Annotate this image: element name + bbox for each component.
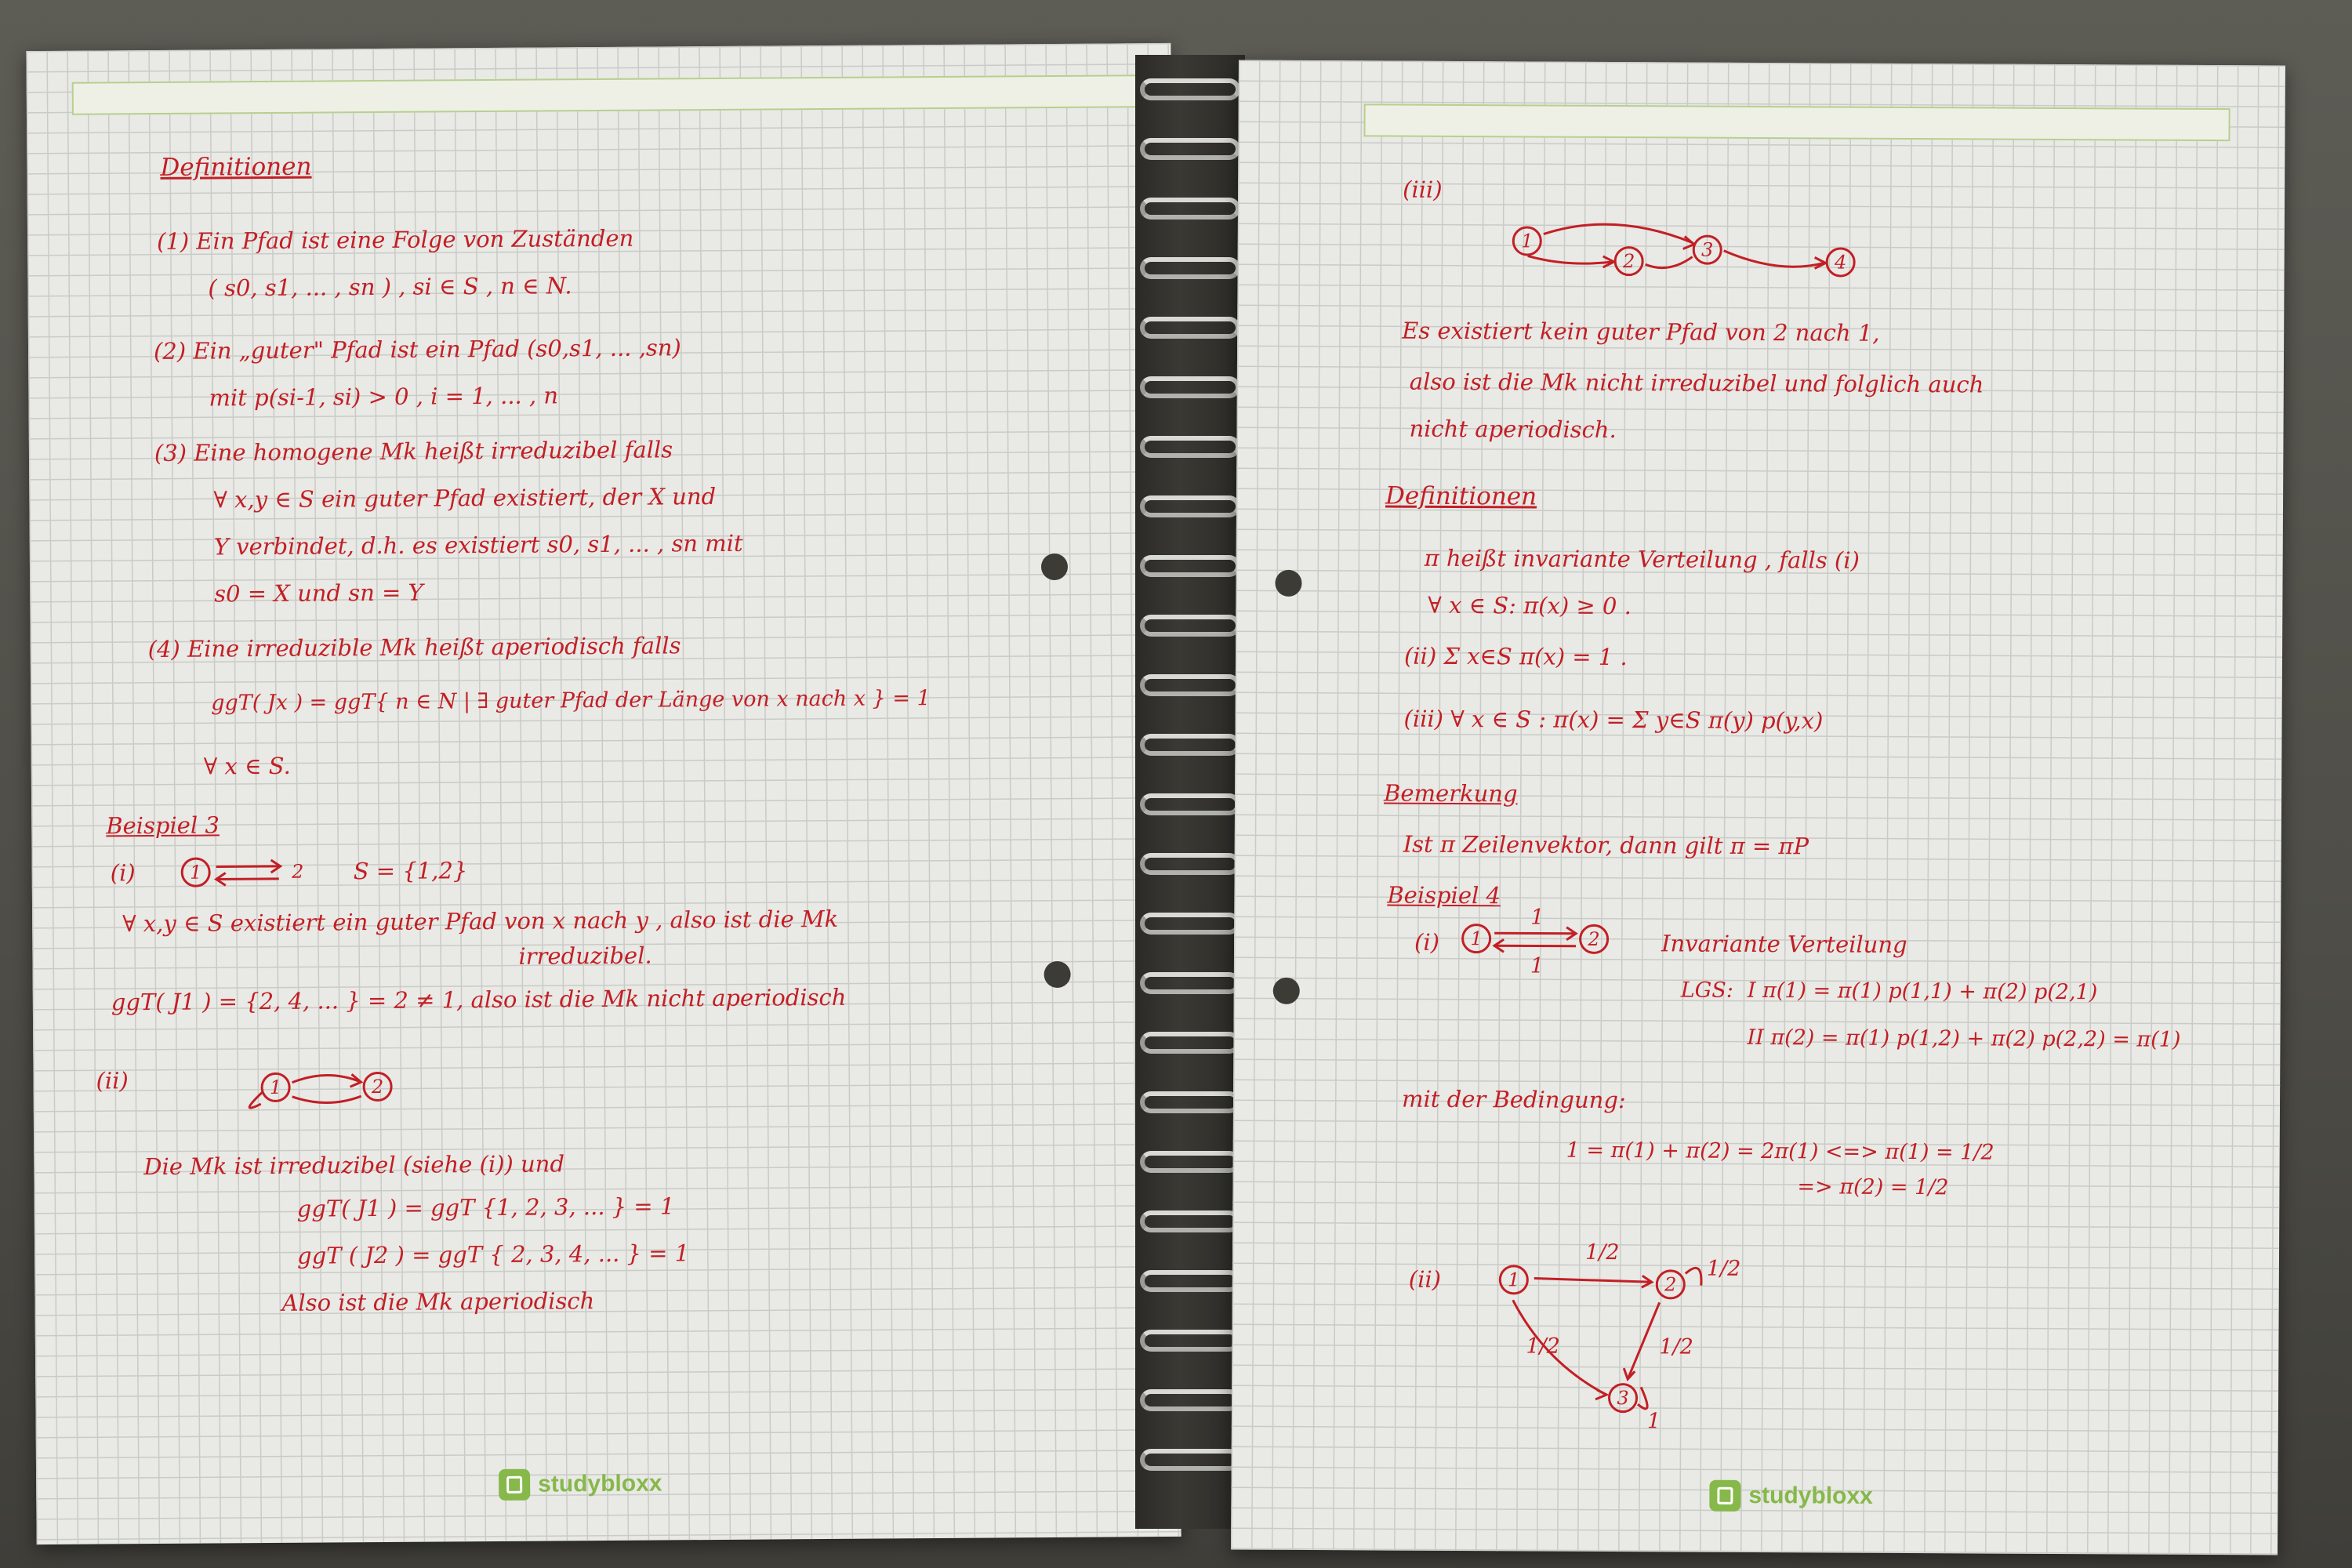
lgs-equation-2: II π(2) = π(1) p(1,2) + π(2) p(2,2) = π(1) <box>1747 1025 2181 1052</box>
graph-node: 2 <box>1579 924 1609 954</box>
graph-node: 1 <box>1499 1265 1529 1294</box>
prob-half: 1/2 <box>1584 1240 1620 1265</box>
def3-line3: Y verbindet, d.h. es existiert s0, s1, ... , sn mit <box>213 529 743 561</box>
example3-i-text2: irreduzibel. <box>518 942 652 970</box>
example3-ii-text4: Also ist die Mk aperiodisch <box>281 1287 595 1316</box>
brand-logo <box>499 1468 662 1501</box>
iii-text2: also ist die Mk nicht irreduzibel und folglich auch <box>1409 368 1984 398</box>
spiral-ring <box>1140 317 1240 339</box>
heading-definitions: Definitionen <box>160 152 312 182</box>
prob-half: 1/2 <box>1659 1334 1693 1359</box>
example3-ii-arrows <box>26 43 1181 1544</box>
spiral-ring <box>1140 1270 1240 1292</box>
def4-line3: ∀ x ∈ S. <box>203 752 291 780</box>
example3-ii-text1: Die Mk ist irreduzibel (siehe (i)) und <box>143 1150 565 1181</box>
graph-node: 3 <box>1608 1383 1638 1413</box>
spiral-ring <box>1140 555 1240 577</box>
def-invariant-line4: (iii) ∀ x ∈ S : π(x) = Σ y∈S π(y) p(y,x) <box>1403 705 1824 735</box>
edge-prob-label: 1 <box>1530 905 1544 930</box>
remark-heading: Bemerkung <box>1384 779 1518 808</box>
def-invariant-line1: π heißt invariante Verteilung , falls (i) <box>1424 544 1860 574</box>
spiral-ring <box>1140 78 1240 100</box>
graph-node: 4 <box>1826 247 1856 277</box>
spiral-ring <box>1140 734 1240 756</box>
spiral-ring <box>1140 1330 1240 1352</box>
example3-i-label: (i) <box>110 859 136 887</box>
spiral-ring <box>1140 913 1240 935</box>
brand-text: studybloxx <box>538 1470 662 1497</box>
loop-prob: 1 <box>1646 1409 1661 1434</box>
example3-ii-text3: ggT ( J2 ) = ggT { 2, 3, 4, ... } = 1 <box>296 1240 690 1269</box>
def3-line2: ∀ x,y ∈ S ein guter Pfad existiert, der X und <box>213 482 717 514</box>
spiral-ring <box>1140 793 1240 815</box>
spiral-ring <box>1140 1449 1240 1471</box>
example4-ii-label: (ii) <box>1408 1265 1442 1293</box>
lgs-label: LGS: <box>1680 978 1733 1003</box>
spiral-ring <box>1140 1210 1240 1232</box>
example4-heading: Beispiel 4 <box>1387 881 1501 909</box>
def3-line4: s0 = X und sn = Y <box>214 579 423 608</box>
condition-line2: => π(2) = 1/2 <box>1797 1174 1949 1200</box>
spiral-ring <box>1140 674 1240 696</box>
graph-node: 1 <box>1512 226 1542 256</box>
def4-line2: ggT( Jx ) = ggT{ n ∈ N | ∃ guter Pfad der Länge von x nach x } = 1 <box>211 686 931 716</box>
spiral-ring <box>1140 1389 1240 1411</box>
def3-line1: (3) Eine homogene Mk heißt irreduzibel falls <box>154 436 673 466</box>
example3-heading: Beispiel 3 <box>106 811 220 840</box>
lgs-equation-1: I π(1) = π(1) p(1,1) + π(2) p(2,1) <box>1747 978 2098 1005</box>
example3-ii-label: (ii) <box>96 1067 129 1094</box>
invariant-distribution-title: Invariante Verteilung <box>1661 930 1907 958</box>
right-page <box>1231 60 2285 1555</box>
def1-line2: ( s0, s1, ... , sn ) , si ∈ S , n ∈ N. <box>208 272 572 302</box>
spiral-ring <box>1140 1091 1240 1113</box>
edge-prob-label: 1 <box>1530 953 1544 978</box>
graph-node: 2 <box>362 1072 392 1102</box>
def4-line1: (4) Eine irreduzible Mk heißt aperiodisch falls <box>147 632 681 663</box>
graph-node: 1 <box>260 1073 290 1102</box>
remark-text: Ist π Zeilenvektor, dann gilt π = πP <box>1403 830 1809 860</box>
spiral-ring <box>1140 436 1240 458</box>
example3-i-set: S = {1,2} <box>353 857 468 885</box>
def2-line1: (2) Ein „guter" Pfad ist ein Pfad (s0,s1, ... ,sn) <box>153 334 681 365</box>
spiral-ring <box>1140 138 1240 160</box>
condition-label: mit der Bedingung: <box>1401 1085 1626 1114</box>
example3-ii-text2: ggT( J1 ) = ggT {1, 2, 3, ... } = 1 <box>296 1192 675 1222</box>
iii-text3: nicht aperiodisch. <box>1409 415 1617 444</box>
studybloxx-icon <box>499 1469 530 1501</box>
spiral-ring <box>1140 198 1240 220</box>
example4-ii-arrows <box>1231 60 2285 1555</box>
graph-node: 3 <box>1693 235 1722 265</box>
graph-node: 2 <box>291 860 304 883</box>
prob-half: 1/2 <box>1526 1334 1560 1359</box>
spiral-ring <box>1140 1151 1240 1173</box>
condition-line1: 1 = π(1) + π(2) = 2π(1) <=> π(1) = 1/2 <box>1566 1138 1994 1165</box>
spiral-ring <box>1140 1032 1240 1054</box>
brand-logo <box>1709 1480 1873 1512</box>
example3-i-text1: ∀ x,y ∈ S existiert ein guter Pfad von x nach y , also ist die Mk <box>122 905 839 938</box>
spiral-ring <box>1140 853 1240 875</box>
graph-node: 2 <box>1614 246 1644 276</box>
iii-text1: Es existiert kein guter Pfad von 2 nach 1, <box>1402 317 1880 347</box>
brand-text: studybloxx <box>1748 1482 1873 1509</box>
def2-line2: mit p(si-1, si) > 0 , i = 1, ... , n <box>209 382 559 412</box>
graph-node: 1 <box>1461 924 1491 953</box>
def-invariant-line3: (ii) Σ x∈S π(x) = 1 . <box>1403 642 1628 671</box>
spiral-ring <box>1140 972 1240 994</box>
studybloxx-icon <box>1709 1480 1740 1512</box>
spiral-ring <box>1140 615 1240 637</box>
left-page <box>26 43 1181 1544</box>
def-invariant-line2: ∀ x ∈ S: π(x) ≥ 0 . <box>1428 591 1632 620</box>
example3-i-text3: ggT( J1 ) = {2, 4, ... } = 2 ≠ 1, also ist die Mk nicht aperiodisch <box>111 983 847 1016</box>
prob-half: 1/2 <box>1706 1256 1741 1281</box>
spiral-ring <box>1140 257 1240 279</box>
graph-node: 2 <box>1656 1269 1686 1299</box>
spiral-ring <box>1140 376 1240 398</box>
graph-node: 1 <box>181 858 211 887</box>
example4-i-label: (i) <box>1414 928 1440 956</box>
heading-definitions-right: Definitionen <box>1385 481 1537 511</box>
spiral-ring <box>1140 495 1240 517</box>
example-iii-label: (iii) <box>1403 176 1443 203</box>
spiral-binding <box>1135 55 1245 1529</box>
def1-line1: (1) Ein Pfad ist eine Folge von Zuständen <box>156 224 634 255</box>
